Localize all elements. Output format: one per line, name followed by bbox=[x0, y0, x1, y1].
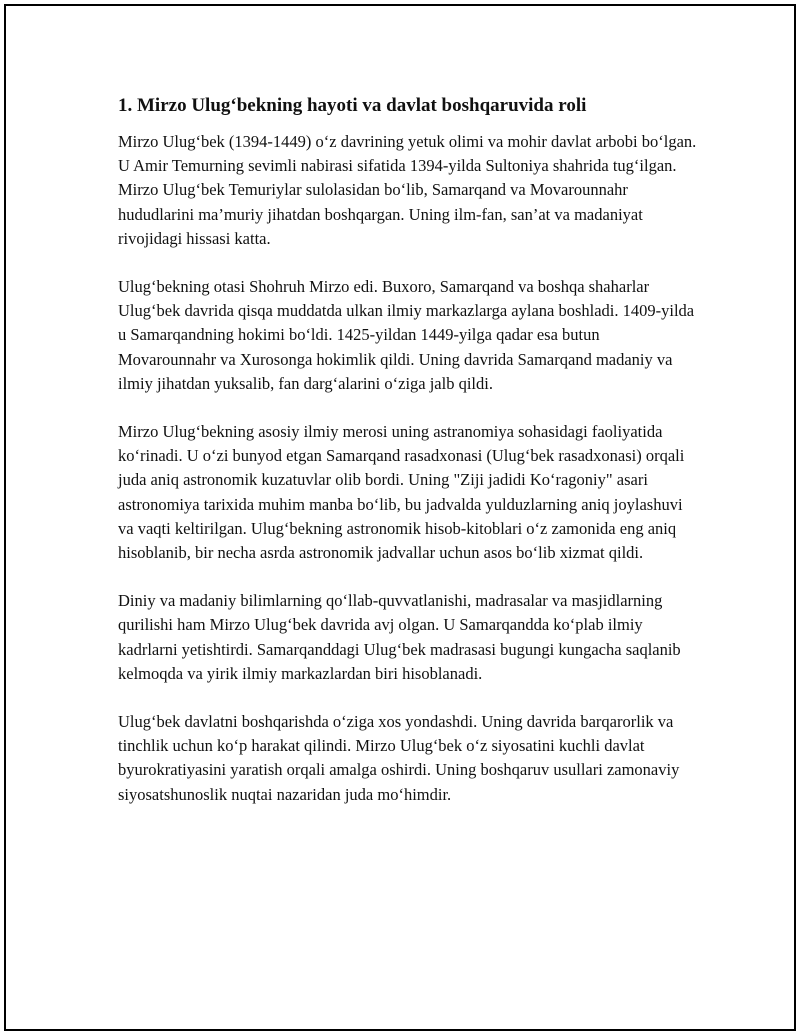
paragraph-2: Ulug‘bekning otasi Shohruh Mirzo edi. Buxoro, Samarqand va boshqa shaharlar Ulug‘bek davrida qisqa muddatda ulkan ilmiy markazlarga aylana boshladi. 1409-yilda u Samarqandning hokimi bo‘ldi. 1425-yildan 1449-yilga qadar esa butun Movarounnahr va Xurosonga hokimlik qildi. Uning davrida Samarqand madaniy va ilmiy jihatdan yuksalib, fan darg‘alarini o‘ziga jalb qildi. bbox=[118, 277, 695, 393]
paragraph-1: Mirzo Ulug‘bek (1394-1449) o‘z davrining yetuk olimi va mohir davlat arbobi bo‘lgan. U Amir Temurning sevimli nabirasi sifatida 1394-yilda Sultoniya shahrida tug‘ilgan. Mirzo Ulug‘bek Temuriylar sulolasidan bo‘lib, Samarqand va Movarounnahr hududlarini ma’muriy jihatdan boshqargan. Uning ilm-fan, san’at va madaniyat rivojidagi hissasi katta. bbox=[118, 132, 697, 248]
paragraph-3: Mirzo Ulug‘bekning asosiy ilmiy merosi uning astranomiya sohasidagi faoliyatida ko‘rinadi. U o‘zi bunyod etgan Samarqand rasadxonasi (Ulug‘bek rasadxonasi) orqali juda aniq astronomik kuzatuvlar olib bordi. Uning "Ziji jadidi Ko‘ragoniy" asari astronomiya tarixida muhim manba bo‘lib, bu jadvalda yulduzlarning aniq joylashuvi va vaqti keltirilgan. Ulug‘bekning astronomik hisob-kitoblari o‘z zamonida eng aniq hisoblanib, bir necha asrda astronomik jadvallar uchun asos bo‘lib xizmat qildi. bbox=[118, 422, 685, 563]
section-heading: 1. Mirzo Ulug‘bekning hayoti va davlat boshqaruvida roli bbox=[118, 95, 587, 116]
paragraph-4: Diniy va madaniy bilimlarning qo‘llab-quvvatlanishi, madrasalar va masjidlarning qurilishi ham Mirzo Ulug‘bek davrida avj olgan. U Samarqandda ko‘plab ilmiy kadrlarni yetishtirdi. Samarqanddagi Ulug‘bek madrasasi bugungi kungacha saqlanib kelmoqda va yirik ilmiy markazlardan biri hisoblanadi. bbox=[118, 591, 681, 683]
paragraph-5: Ulug‘bek davlatni boshqarishda o‘ziga xos yondashdi. Uning davrida barqarorlik va tinchlik uchun ko‘p harakat qilindi. Mirzo Ulug‘bek o‘z siyosatini kuchli davlat byurokratiyasini yaratish orqali amalga oshirdi. Uning boshqaruv usullari zamonaviy siyosatshunoslik nuqtai nazaridan juda mo‘himdir. bbox=[118, 712, 680, 804]
document-body bbox=[118, 92, 698, 831]
